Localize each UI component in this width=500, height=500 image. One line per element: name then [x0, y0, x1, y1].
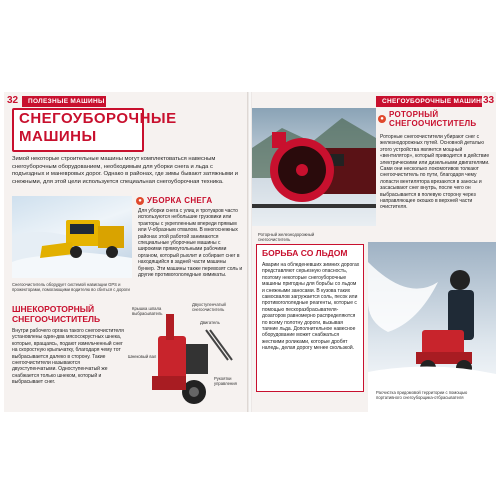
header-label-right: СНЕГОУБОРОЧНЫЕ МАШИНЫ [382, 98, 488, 105]
snowplow-truck-photo [12, 196, 132, 278]
right-page [252, 92, 496, 412]
snowblower-person-photo [368, 242, 496, 412]
rotary-title-line-1: РОТОРНЫЙ [389, 110, 439, 119]
two-stage-snowblower-diagram [128, 300, 246, 412]
engine-label: Двигатель [200, 320, 220, 325]
plow-section-title: УБОРКА СНЕГА [147, 196, 213, 205]
book-spread [0, 92, 500, 412]
snowplow-truck-illustration [12, 196, 132, 278]
header-label-left: ПОЛЕЗНЫЕ МАШИНЫ [28, 98, 105, 105]
rotary-section-heading [378, 110, 476, 128]
auger-section-text: Внутри рабочего органа такого снегоочистителя установлены один-два мясосокрустных шнека, которые, вращаясь, подают измельченный снег на скоростную крыльчатку, благодаря чему тот выбрасывается далеко в сторону. Такие снегоочистители называются двухступенчатыми. Одноступенчатый же снабжается только шнеком, который и выбрасывает снег. [12, 328, 124, 386]
auger-label: Шнековый вал [128, 354, 157, 359]
bullet-icon: ● [136, 197, 144, 205]
truck-caption: Снегоочиститель оборудует системой навигации GPS и прожекторами, помогающими водителю во сбиться с дороги [12, 282, 130, 293]
ice-section-title: БОРЬБА СО ЛЬДОМ [262, 248, 348, 258]
rotary-section-text: Роторные снегоочистители убирают снег с железнодорожных путей. Основной деталью этого устройства является мощный «вентилятор», который приводится в действие электрическими или дизельными двигателями. Сами они несколько локомотивов толкают снегоочиститель по пути, благодаря чему лопасти вентилятора врезаются в заносы и засасывают снег внутрь, после чего он выбрасывается в полевую сторону через направляющее окошко в верхней части очистителя. [380, 134, 490, 211]
person-snowblower-illustration [368, 242, 496, 412]
chute-label: Крышка шпала выбрасыватель [132, 306, 163, 317]
plow-section-heading [136, 196, 212, 205]
auger-title-line-2: СНЕГООЧИСТИТЕЛЬ [12, 314, 101, 324]
plow-section-text: Для уборки снега с улиц и тротуаров часто используются небольшие грузовики или тракторы с укрепленным впереди прямым или V-образным отвалом. В многоснежных районах этой работой занимаются специальные уборочные машины с широкими прямоугольными рабочими органом, который рыхлит и собирает снег в находящийся в задней части машины бункер. Эти машины также перевозят соль и другие противогололедные химикаты. [138, 208, 243, 279]
intro-paragraph: Зимой некоторые строительные машины могут комплектоваться навесным снегоуборочным оборудованием, необходимым для уборки снега и льда с подъездных и маневровых дорог. Однако в районах, где зимы бывают затяжными и снежными, для этой цели используется специальная снегоуборочная техника. [12, 156, 239, 185]
train-caption: Роторный железнодорожный снегоочиститель [258, 232, 315, 243]
auger-title-line-1: ШНЕКОРОТОРНЫЙ [12, 304, 95, 314]
two-stage-label: Двухступенчатый снегоочиститель [192, 302, 226, 313]
ice-section-text: Аварии на обледеневших зимних дорогах представляют серьезную опасность, поэтому некоторые снегоуборочные машины пригодны для борьбы со льдом и снежными заносами. В кузова таких самосвалов загружается соль, песок или противогололедные реагенты, которые с помощью пескоразбрасывателя-дозаторов равномерно распределяются по всему полотну дороги, вызывая таяние льда. Дополнительное навесное оборудование может снабжаться жесткими роликами, которые дробят наледь, делая дорогу менее скользкой. [262, 262, 360, 352]
page-title-box [12, 108, 177, 152]
rotary-title-line-2: СНЕГООЧИСТИТЕЛЬ [389, 119, 477, 128]
handles-label: Рукоятки управления [214, 376, 237, 387]
rotary-train-photo [252, 108, 376, 226]
blower-caption: Расчистка придомовой территории с помощью портативного снегоуборщика-отбрасывателя [376, 390, 468, 401]
rotary-snowplow-illustration [252, 108, 376, 226]
page-number-left: 32 [7, 95, 19, 106]
left-page [4, 92, 248, 412]
page-title-line-2: МАШИНЫ [19, 128, 97, 145]
rotary-section-title [389, 110, 476, 128]
auger-section-title [12, 304, 130, 324]
page-title-line-1: СНЕГОУБОРОЧНЫЕ [19, 110, 177, 127]
bullet-icon: ● [378, 115, 386, 123]
page-number-right: 33 [483, 95, 495, 106]
